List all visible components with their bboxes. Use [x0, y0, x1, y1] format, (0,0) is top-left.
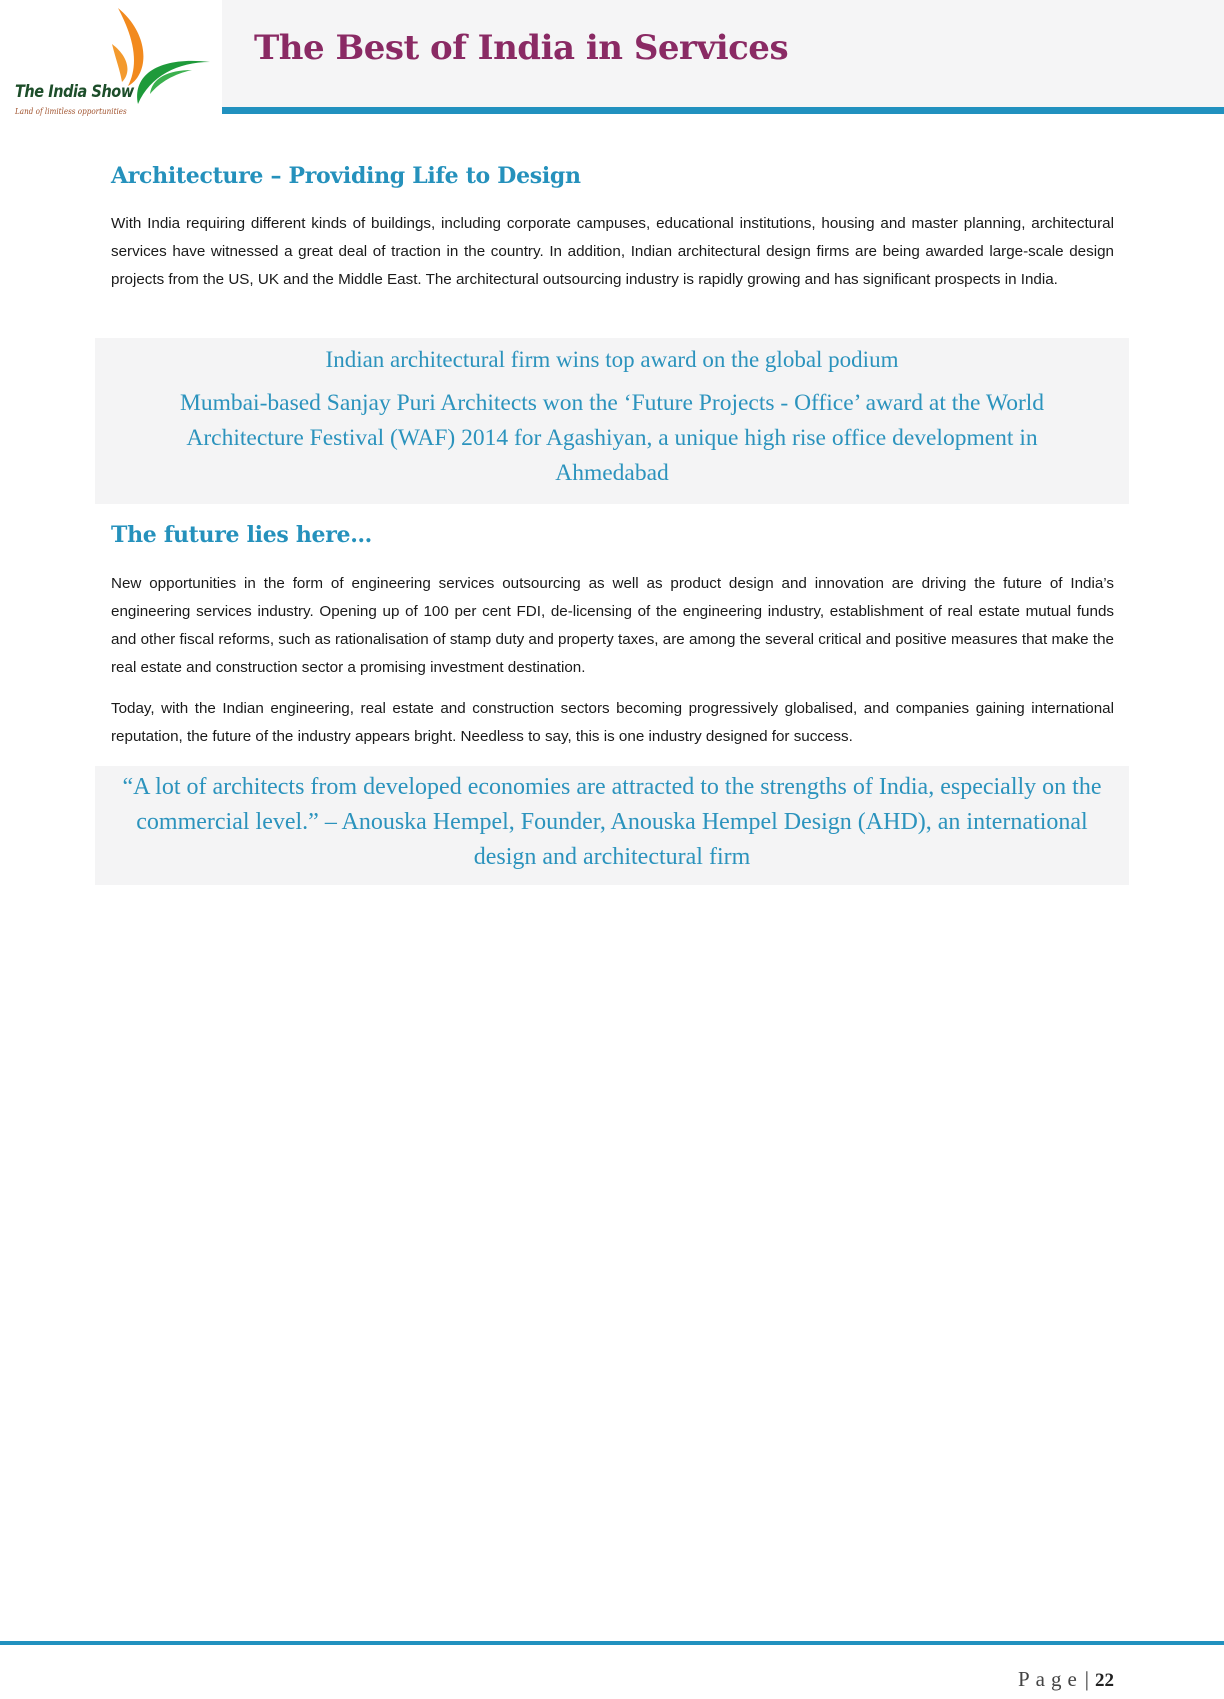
logo [10, 4, 215, 119]
footer-line [0, 1641, 1224, 1645]
callout-quote [95, 766, 1129, 885]
section-heading-architecture: Architecture – Providing Life to Design [111, 163, 581, 189]
paragraph-future-2: Today, with the Indian engineering, real estate and construction sectors becoming progressively globalised, and companies gaining international reputation, the future of the industry appears bright. Needless to say, this is one industry designed for success. [111, 700, 1114, 745]
section-heading-future: The future lies here… [111, 522, 372, 548]
paragraph-architecture: With India requiring different kinds of buildings, including corporate campuses, educational institutions, housing and master planning, architectural services have witnessed a great deal of traction in the country. In addition, Indian architectural design firms are being awarded large-scale design projects from the US, UK and the Middle East. The architectural outsourcing industry is rapidly growing and has significant prospects in India. [111, 215, 1114, 288]
page-number-value: 22 [1095, 1670, 1114, 1691]
logo-tagline: Land of limitless opportunities [15, 107, 127, 116]
callout-award-text: Mumbai-based Sanjay Puri Architects won the ‘Future Projects - Office’ award at the World Architecture Festival (WAF) 2014 for Agashiyan, a unique high rise office development in Ahmedabad [179, 390, 1045, 486]
header-accent-bar [222, 107, 1224, 114]
paragraph-future-1: New opportunities in the form of engineering services outsourcing as well as product design and innovation are driving the future of India’s engineering services industry. Opening up of 100 per cent FDI, de-licensing of the engineering industry, establishment of real estate mutual funds and other fiscal reforms, such as rationalisation of stamp duty and property taxes, are among the several critical and positive measures that make the real estate and construction sector a promising investment destination. [111, 575, 1114, 676]
callout-quote-text: “A lot of architects from developed economies are attracted to the strengths of India, especially on the commercial level.” – Anouska Hempel, Founder, Anouska Hempel Design (AHD), an international design and architectural firm [122, 774, 1102, 870]
logo-name: The India Show [15, 82, 134, 102]
callout-award [95, 338, 1129, 504]
page-title: The Best of India in Services [254, 28, 789, 68]
page-label: Page [1017, 1667, 1083, 1691]
page-number [1018, 1667, 1114, 1692]
page-separator: | [1084, 1667, 1089, 1691]
callout-award-title: Indian architectural firm wins top award on the global podium [325, 347, 899, 372]
